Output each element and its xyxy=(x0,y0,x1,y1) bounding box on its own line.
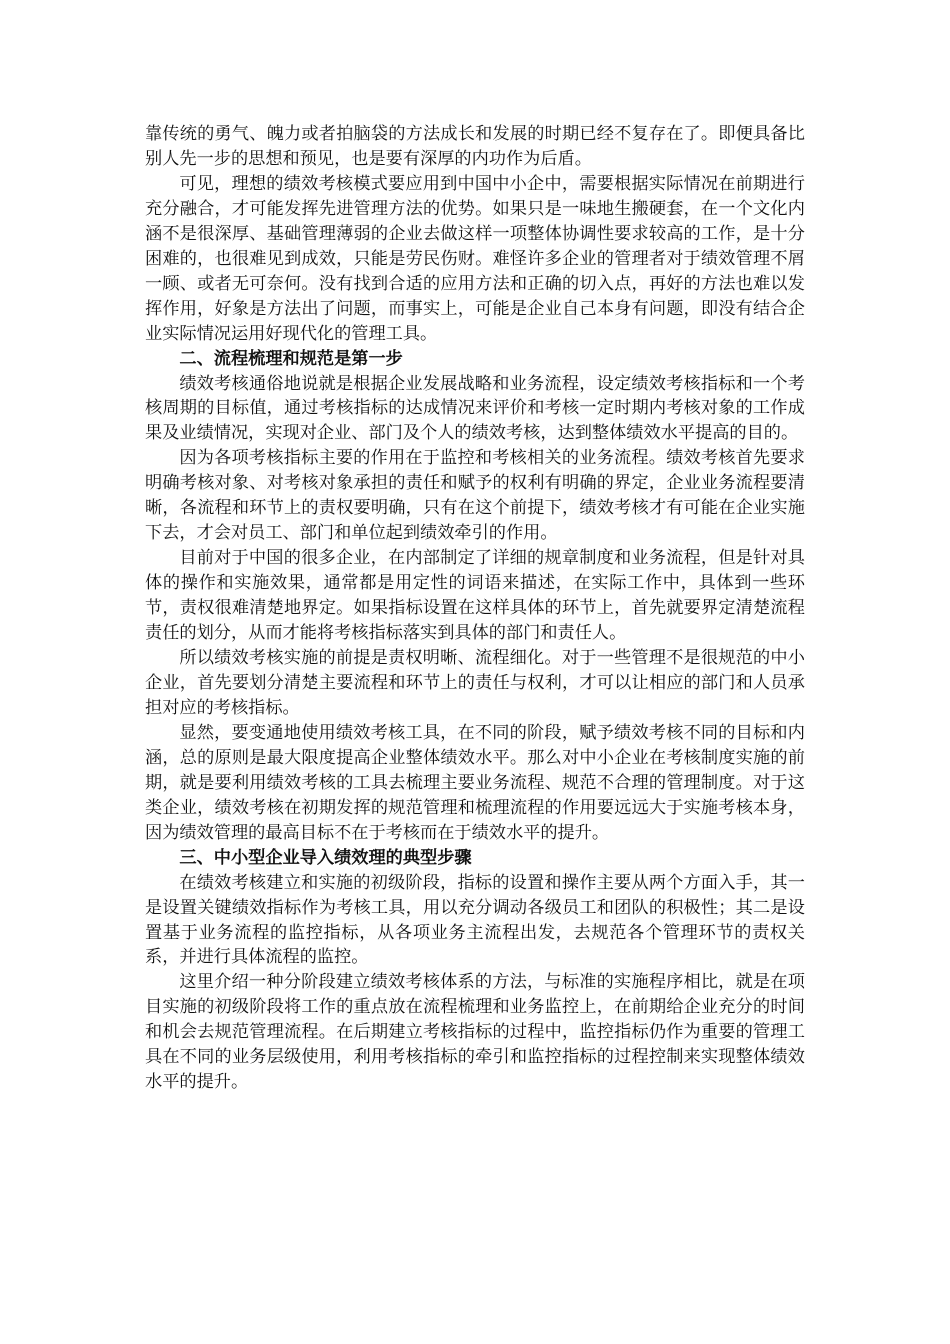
paragraph-continuation: 靠传统的勇气、魄力或者拍脑袋的方法成长和发展的时期已经不复存在了。即便具备比别人先一步的思想和预见，也是要有深厚的内功作为后盾。 xyxy=(145,124,805,169)
paragraph: 因为各项考核指标主要的作用在于监控和考核相关的业务流程。绩效考核首先要求明确考核对象、对考核对象承担的责任和赋予的权利有明确的界定，企业业务流程要清晰，各流程和环节上的责权要明确，只有在这个前提下，绩效考核才有可能在企业实施下去，才会对员工、部门和单位起到绩效牵引的作用。 xyxy=(145,448,805,544)
paragraph: 显然，要变通地使用绩效考核工具，在不同的阶段，赋予绩效考核不同的目标和内涵，总的原则是最大限度提高企业整体绩效水平。那么对中小企业在考核制度实施的前期，就是要利用绩效考核的工具去梳理主要业务流程、规范不合理的管理制度。对于这类企业，绩效考核在初期发挥的规范管理和梳理流程的作用要远远大于实施考核本身，因为绩效管理的最高目标不在于考核而在于绩效水平的提升。 xyxy=(145,722,805,843)
document-body xyxy=(145,122,805,1095)
paragraph: 绩效考核通俗地说就是根据企业发展战略和业务流程，设定绩效考核指标和一个考核周期的目标值，通过考核指标的达成情况来评价和考核一定时期内考核对象的工作成果及业绩情况，实现对企业、部门及个人的绩效考核，达到整体绩效水平提高的目的。 xyxy=(145,373,805,444)
paragraph: 可见，理想的绩效考核模式要应用到中国中小企中，需要根据实际情况在前期进行充分融合，才可能发挥先进管理方法的优势。如果只是一味地生搬硬套，在一个文化内涵不是很深厚、基础管理薄弱的企业去做这样一项整体协调性要求较高的工作，是十分困难的，也很难见到成效，只能是劳民伤财。难怪许多企业的管理者对于绩效管理不屑一顾、或者无可奈何。没有找到合适的应用方法和正确的切入点，再好的方法也难以发挥作用，好象是方法出了问题，而事实上，可能是企业自己本身有问题，即没有结合企业实际情况运用好现代化的管理工具。 xyxy=(145,173,805,344)
paragraph: 在绩效考核建立和实施的初级阶段，指标的设置和操作主要从两个方面入手，其一是设置关键绩效指标作为考核工具，用以充分调动各级员工和团队的积极性；其二是设置基于业务流程的监控指标，从各项业务主流程出发，去规范各个管理环节的责权关系，并进行具体流程的监控。 xyxy=(145,872,805,968)
paragraph: 这里介绍一种分阶段建立绩效考核体系的方法，与标准的实施程序相比，就是在项目实施的初级阶段将工作的重点放在流程梳理和业务监控上，在前期给企业充分的时间和机会去规范管理流程。在后期建立考核指标的过程中，监控指标仍作为重要的管理工具在不同的业务层级使用，利用考核指标的牵引和监控指标的过程控制来实现整体绩效水平的提升。 xyxy=(145,972,805,1093)
paragraph: 目前对于中国的很多企业，在内部制定了详细的规章制度和业务流程，但是针对具体的操作和实施效果，通常都是用定性的词语来描述，在实际工作中，具体到一些环节，责权很难清楚地界定。如果指标设置在这样具体的环节上，首先就要界定清楚流程责任的划分，从而才能将考核指标落实到具体的部门和责任人。 xyxy=(145,548,805,644)
section-heading-2: 二、流程梳理和规范是第一步 xyxy=(179,348,403,369)
paragraph: 所以绩效考核实施的前提是责权明晰、流程细化。对于一些管理不是很规范的中小企业，首先要划分清楚主要流程和环节上的责任与权利，才可以让相应的部门和人员承担对应的考核指标。 xyxy=(145,648,805,718)
section-heading-3: 三、中小型企业导入绩效理的典型步骤 xyxy=(179,847,472,868)
